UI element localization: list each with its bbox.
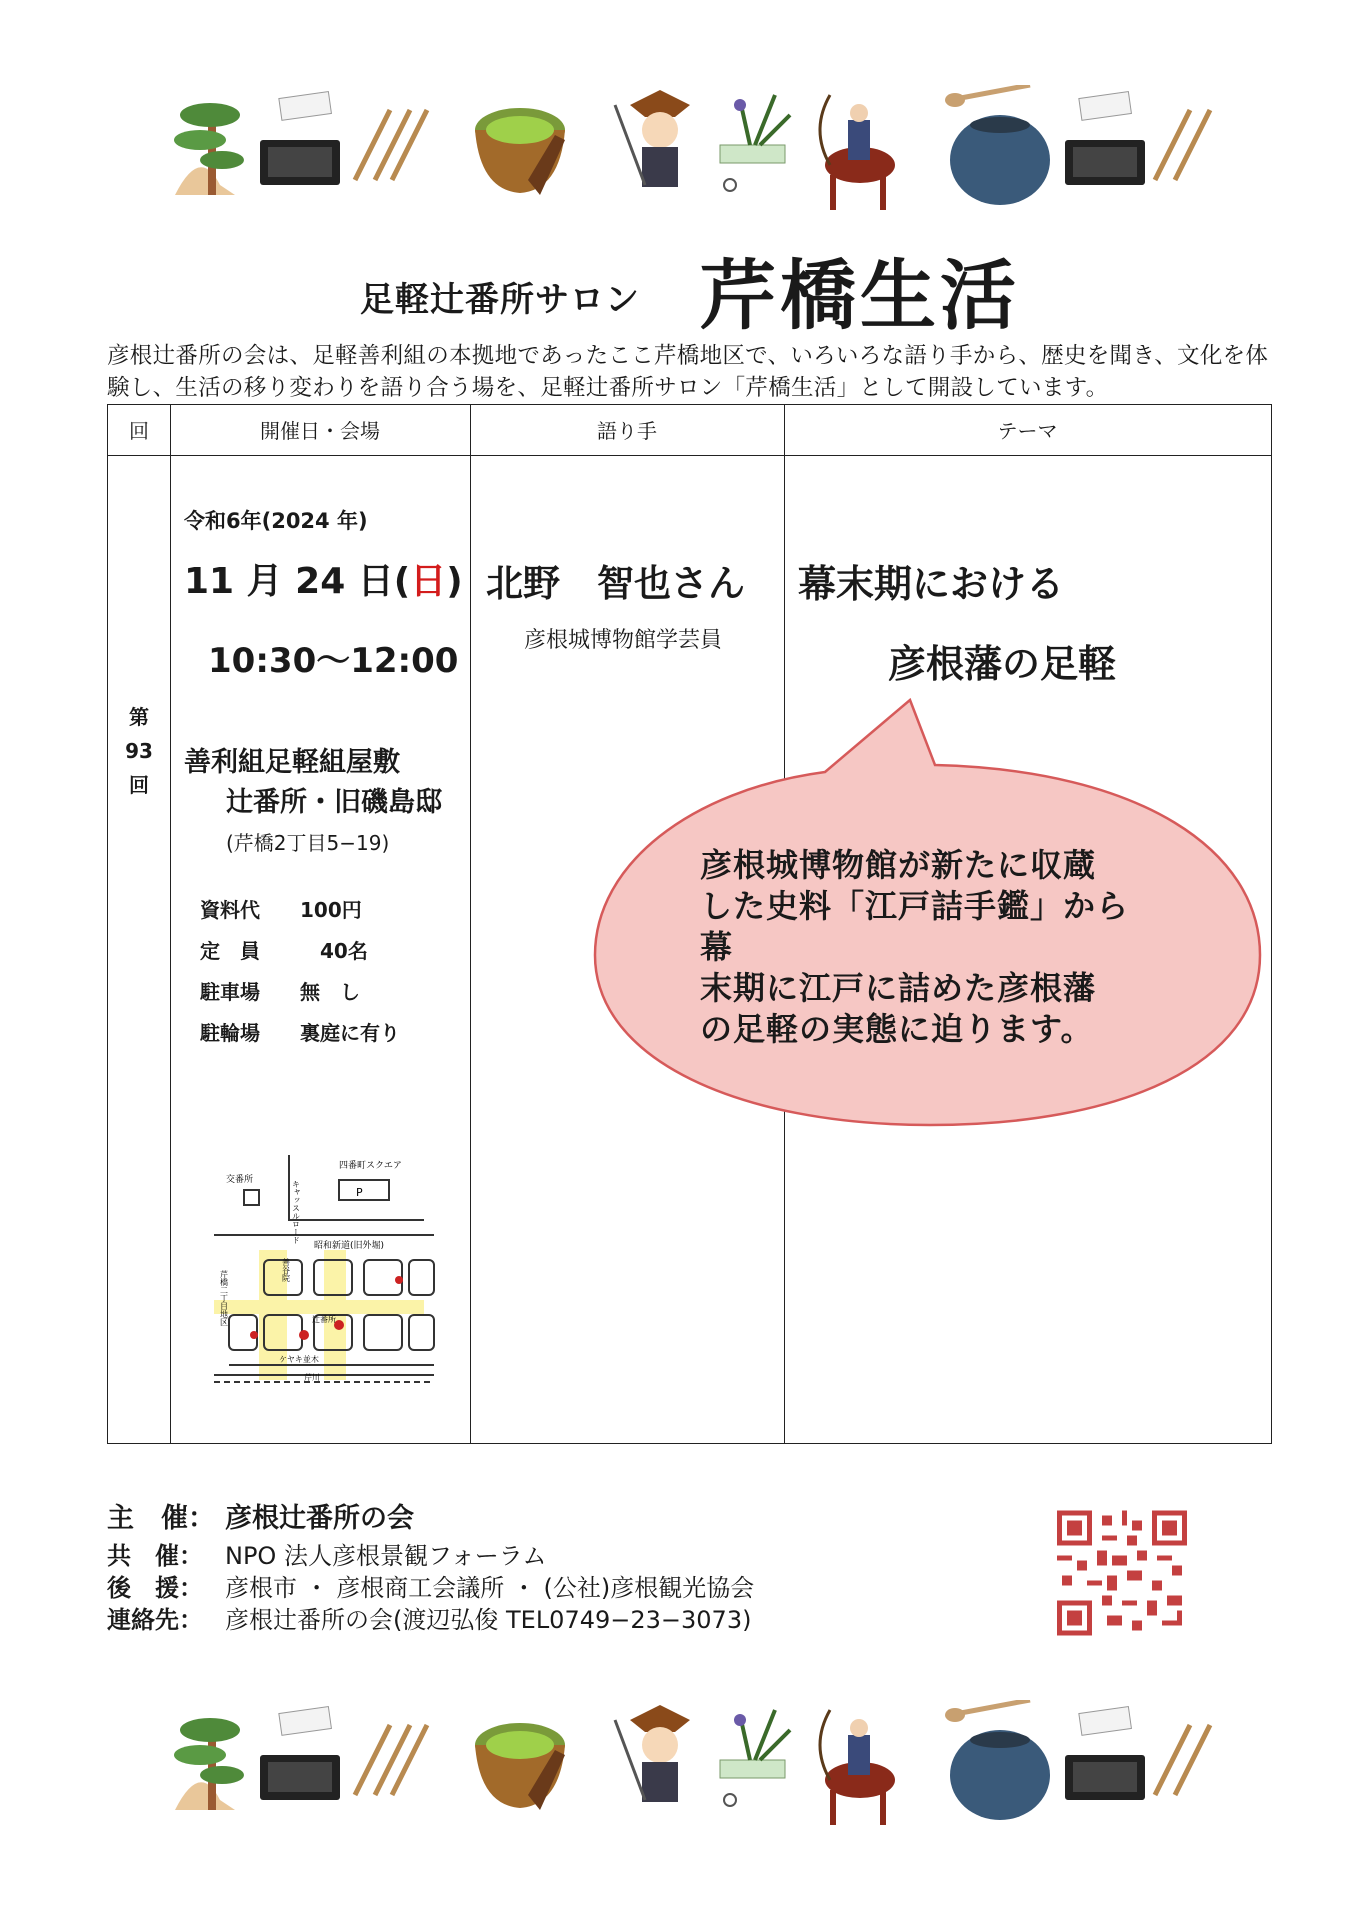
column-divider xyxy=(470,405,471,1443)
top-illustration-strip xyxy=(160,85,1220,215)
tea-kettle-icon xyxy=(945,1700,1050,1820)
header-number: 回 xyxy=(129,419,149,443)
tea-kettle-icon xyxy=(945,85,1050,205)
column-divider xyxy=(170,405,171,1443)
inkstone-icon xyxy=(1065,92,1210,185)
event-subtitle: 足軽辻番所サロン xyxy=(360,280,640,320)
pine-tree-icon xyxy=(174,1718,244,1810)
tea-bowl-icon xyxy=(475,108,565,195)
footer-label: 主 催： xyxy=(107,1503,215,1534)
footer-label: 共 催： xyxy=(107,1542,203,1570)
era-year: 令和6年(2024 年) xyxy=(184,509,368,533)
intro-paragraph: 彦根辻番所の会は、足軽善利組の本拠地であったここ芹橋地区で、いろいろな語り手から、歴史を聞き、文化を体験し、生活の移り変わりを語り合う場を、足軽辻番所サロン「芹橋生活」として開設しています。 xyxy=(107,343,1269,401)
footer-label: 連絡先： xyxy=(107,1606,203,1634)
bubble-line: 末期に江戸に詰めた彦根藩 xyxy=(700,969,1097,1007)
footer-value: 彦根辻番所の会 xyxy=(225,1503,414,1534)
map-label-new-road: 昭和新道(旧外堀) xyxy=(314,1241,385,1251)
samurai-figure-icon xyxy=(615,1705,690,1802)
ikebana-icon xyxy=(720,1710,790,1806)
detail-row xyxy=(200,1013,400,1054)
footer-organizer xyxy=(107,1496,414,1535)
venue-map xyxy=(204,1150,454,1400)
bubble-line: の足軽の実態に迫ります。 xyxy=(700,1010,1094,1048)
decorative-illustrations xyxy=(160,85,1220,215)
bubble-line: 彦根城博物館が新たに収蔵 xyxy=(700,846,1097,884)
map-label-river: 芹川 xyxy=(304,1373,320,1382)
speaker-title: 彦根城博物館学芸員 xyxy=(524,628,723,653)
venue-address: (芹橋2丁目5−19) xyxy=(226,831,390,855)
pine-tree-icon xyxy=(174,103,244,195)
detail-label: 資料代 xyxy=(200,898,260,922)
footer-cosponsor xyxy=(107,1536,547,1571)
detail-row xyxy=(200,931,400,972)
header-theme: テーマ xyxy=(997,419,1058,443)
detail-label: 駐車場 xyxy=(200,980,260,1004)
session-number-prefix: 第 xyxy=(129,705,149,729)
footer-value: 彦根市 ・ 彦根商工会議所 ・ (公社)彦根観光協会 xyxy=(225,1574,755,1602)
inkstone-icon xyxy=(1065,1707,1210,1800)
qr-code-icon[interactable] xyxy=(1057,1510,1187,1636)
footer-contact xyxy=(107,1600,751,1635)
map-label-koban: 交番所 xyxy=(226,1175,254,1185)
map-label-keyaki: ケヤキ並木 xyxy=(279,1355,319,1364)
venue-line1: 善利組足軽組屋敷 xyxy=(184,747,400,778)
detail-value: 無 し xyxy=(300,980,360,1004)
map-label-road: キャッスルロード xyxy=(291,1180,301,1244)
inkstone-icon xyxy=(260,1707,427,1800)
weekday-sunday: 日 xyxy=(410,561,447,602)
ikebana-icon xyxy=(720,95,790,191)
bottom-illustration-strip xyxy=(160,1700,1220,1830)
samurai-figure-icon xyxy=(615,90,690,187)
map-label-square: 四番町スクエア xyxy=(339,1161,402,1171)
bubble-text xyxy=(700,845,1160,1050)
detail-row xyxy=(200,890,400,931)
event-time: 10:30～12:00 xyxy=(208,641,459,681)
theme-line1: 幕末期における xyxy=(798,562,1065,606)
inkstone-icon xyxy=(260,92,427,185)
page-title: 芹橋生活 xyxy=(700,251,1020,340)
footer-value: NPO 法人彦根景観フォーラム xyxy=(225,1542,547,1570)
theme-line2: 彦根藩の足軽 xyxy=(888,642,1117,686)
map-label-parking: P xyxy=(356,1186,363,1199)
detail-row xyxy=(200,972,400,1013)
event-date xyxy=(184,553,463,604)
venue-line2: 辻番所・旧磯島邸 xyxy=(226,787,442,818)
date-prefix: 11 月 24 日( xyxy=(184,561,411,602)
detail-label: 定 員 xyxy=(200,939,260,963)
session-number-suffix: 回 xyxy=(129,773,149,797)
bubble-line: した史料「江戸詰手鑑」から幕 xyxy=(700,887,1130,966)
tea-bowl-icon xyxy=(475,1723,565,1810)
session-number-value: 93 xyxy=(125,739,153,763)
detail-value: 100円 xyxy=(300,898,362,922)
date-suffix: ) xyxy=(446,561,463,602)
details-list xyxy=(200,890,400,1054)
map-label-temple: 善谷院 xyxy=(281,1258,291,1282)
footer-support xyxy=(107,1568,754,1603)
session-number xyxy=(108,700,170,802)
map-label-district: 芹橋二丁目地区 xyxy=(219,1270,229,1326)
detail-value: 40名 xyxy=(320,939,368,963)
map-label-tsujibansho: 辻番所 xyxy=(312,1315,336,1324)
header-speaker: 語り手 xyxy=(597,419,657,443)
footer-value: 彦根辻番所の会(渡辺弘俊 TEL0749−23−3073) xyxy=(225,1606,752,1634)
footer-label: 後 援： xyxy=(107,1574,203,1602)
detail-value: 裏庭に有り xyxy=(300,1021,400,1045)
horse-archer-icon xyxy=(820,1710,895,1825)
detail-label: 駐輪場 xyxy=(200,1021,260,1045)
decorative-illustrations xyxy=(160,1700,1220,1830)
horse-archer-icon xyxy=(820,95,895,210)
speaker-name: 北野 智也さん xyxy=(486,562,745,605)
header-date-venue: 開催日・会場 xyxy=(260,419,380,443)
header-divider xyxy=(108,455,1271,456)
